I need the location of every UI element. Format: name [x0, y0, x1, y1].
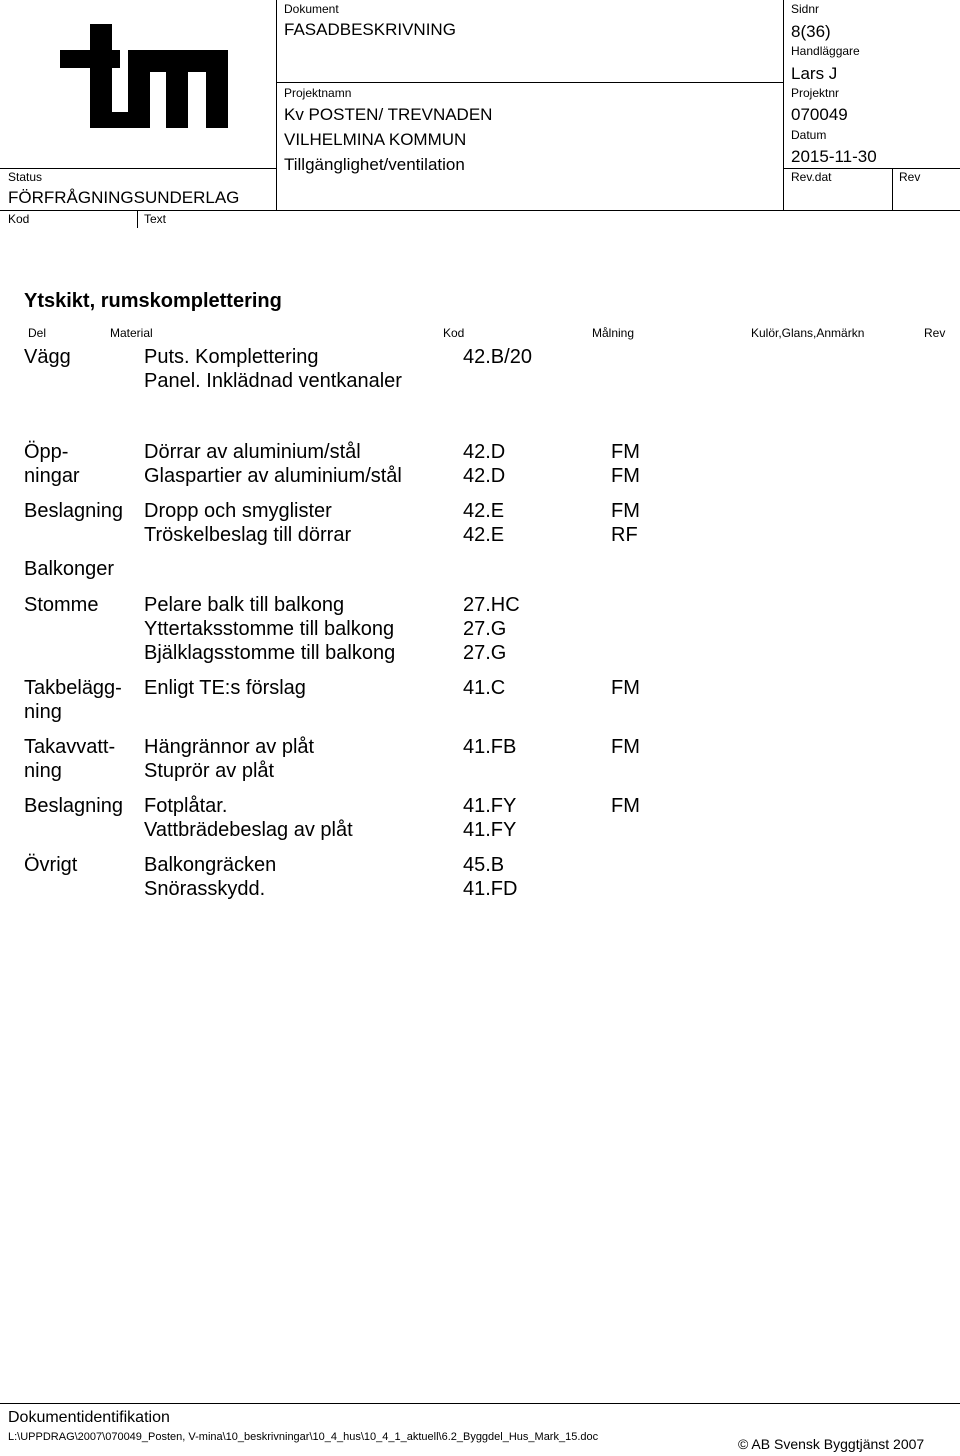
row-kod: 41.FY [463, 819, 517, 841]
row-material: Hängrännor av plåt [144, 736, 315, 758]
row-malning: FM [611, 500, 640, 522]
copyright: © AB Svensk Byggtjänst 2007 [738, 1436, 925, 1452]
projektnamn-line3: Tillgänglighet/ventilation [284, 155, 465, 174]
row-malning: RF [611, 524, 638, 546]
row-kod: 42.D [463, 441, 506, 463]
row-malning: FM [611, 441, 640, 463]
row-material: Dörrar av aluminium/stål [144, 441, 361, 463]
row-del: Övrigt [24, 854, 78, 876]
row-kod: 27.HC [463, 594, 520, 616]
row-kod: 27.G [463, 618, 507, 640]
projektnr-label: Projektnr [791, 86, 840, 100]
row-kod: 42.D [463, 465, 506, 487]
row-material: Dropp och smyglister [144, 500, 332, 522]
projektnamn-label: Projektnamn [284, 86, 352, 100]
row-material: Balkongräcken [144, 854, 277, 876]
row-malning: FM [611, 736, 640, 758]
row-material: Enligt TE:s förslag [144, 677, 306, 699]
projektnr-value: 070049 [791, 105, 848, 124]
row-material: Pelare balk till balkong [144, 594, 345, 616]
revdat-label: Rev.dat [791, 170, 832, 184]
row-material: Fotplåtar. [144, 795, 228, 817]
row-del: ning [24, 701, 62, 723]
status-value: FÖRFRÅGNINGSUNDERLAG [8, 188, 240, 207]
section-title: Ytskikt, rumskomplettering [24, 290, 282, 312]
row-del: ning [24, 760, 62, 782]
dokument-value: FASADBESKRIVNING [284, 20, 456, 39]
col-malning: Målning [592, 326, 635, 340]
row-kod: 42.B/20 [463, 346, 532, 368]
col-kod: Kod [443, 326, 465, 340]
row-del: Vägg [24, 346, 71, 368]
row-kod: 27.G [463, 642, 507, 664]
row-kod: 41.FB [463, 736, 517, 758]
sidnr-label: Sidnr [791, 2, 820, 16]
row-del: Stomme [24, 594, 99, 616]
handlaggare-label: Handläggare [791, 44, 860, 58]
row-kod: 41.FY [463, 795, 517, 817]
status-label: Status [8, 170, 43, 184]
row-material: Puts. Komplettering [144, 346, 319, 368]
row-malning: FM [611, 465, 640, 487]
handlaggare-value: Lars J [791, 64, 838, 83]
row-malning: FM [611, 677, 640, 699]
row-material: Yttertaksstomme till balkong [144, 618, 395, 640]
col-rev: Rev [924, 326, 946, 340]
row-kod: 41.C [463, 677, 506, 699]
row-malning: FM [611, 795, 640, 817]
kod-label: Kod [8, 212, 30, 226]
row-del: Öpp- [24, 441, 69, 463]
company-logo [58, 20, 230, 132]
row-del: Beslagning [24, 500, 123, 522]
row-kod: 41.FD [463, 878, 518, 900]
dokument-label: Dokument [284, 2, 339, 16]
dokid-label: Dokumentidentifikation [8, 1409, 170, 1426]
row-material: Glaspartier av aluminium/stål [144, 465, 402, 487]
datum-value: 2015-11-30 [791, 147, 877, 166]
row-material: Snörasskydd. [144, 878, 266, 900]
row-kod: 42.E [463, 500, 505, 522]
projektnamn-line2: VILHELMINA KOMMUN [284, 130, 467, 149]
row-material: Stuprör av plåt [144, 760, 275, 782]
datum-label: Datum [791, 128, 827, 142]
row-kod: 45.B [463, 854, 505, 876]
row-material: Bjälklagsstomme till balkong [144, 642, 396, 664]
row-material: Panel. Inklädnad ventkanaler [144, 370, 402, 392]
row-material: Vattbrädebeslag av plåt [144, 819, 353, 841]
row-kod: 42.E [463, 524, 505, 546]
dokid-path: L:\UPPDRAG\2007\070049_Posten, V-mina\10_beskrivningar\10_4_hus\10_4_1_aktuell\6.2_Byggdel_Hus_Mark_15.doc [8, 1431, 599, 1443]
col-material: Material [110, 326, 153, 340]
row-del: Takavvatt- [24, 736, 116, 758]
row-del: Takbelägg- [24, 677, 122, 699]
row-del: ningar [24, 465, 80, 487]
row-del: Balkonger [24, 558, 115, 580]
sidnr-value: 8(36) [791, 22, 831, 41]
col-kulor: Kulör,Glans,Anmärkn [751, 326, 865, 340]
row-del: Beslagning [24, 795, 123, 817]
projektnamn-line1: Kv POSTEN/ TREVNADEN [284, 105, 493, 124]
col-del: Del [28, 326, 47, 340]
text-label: Text [144, 212, 167, 226]
tm-logo-icon [58, 20, 230, 132]
row-material: Tröskelbeslag till dörrar [144, 524, 352, 546]
rev-label: Rev [899, 170, 921, 184]
